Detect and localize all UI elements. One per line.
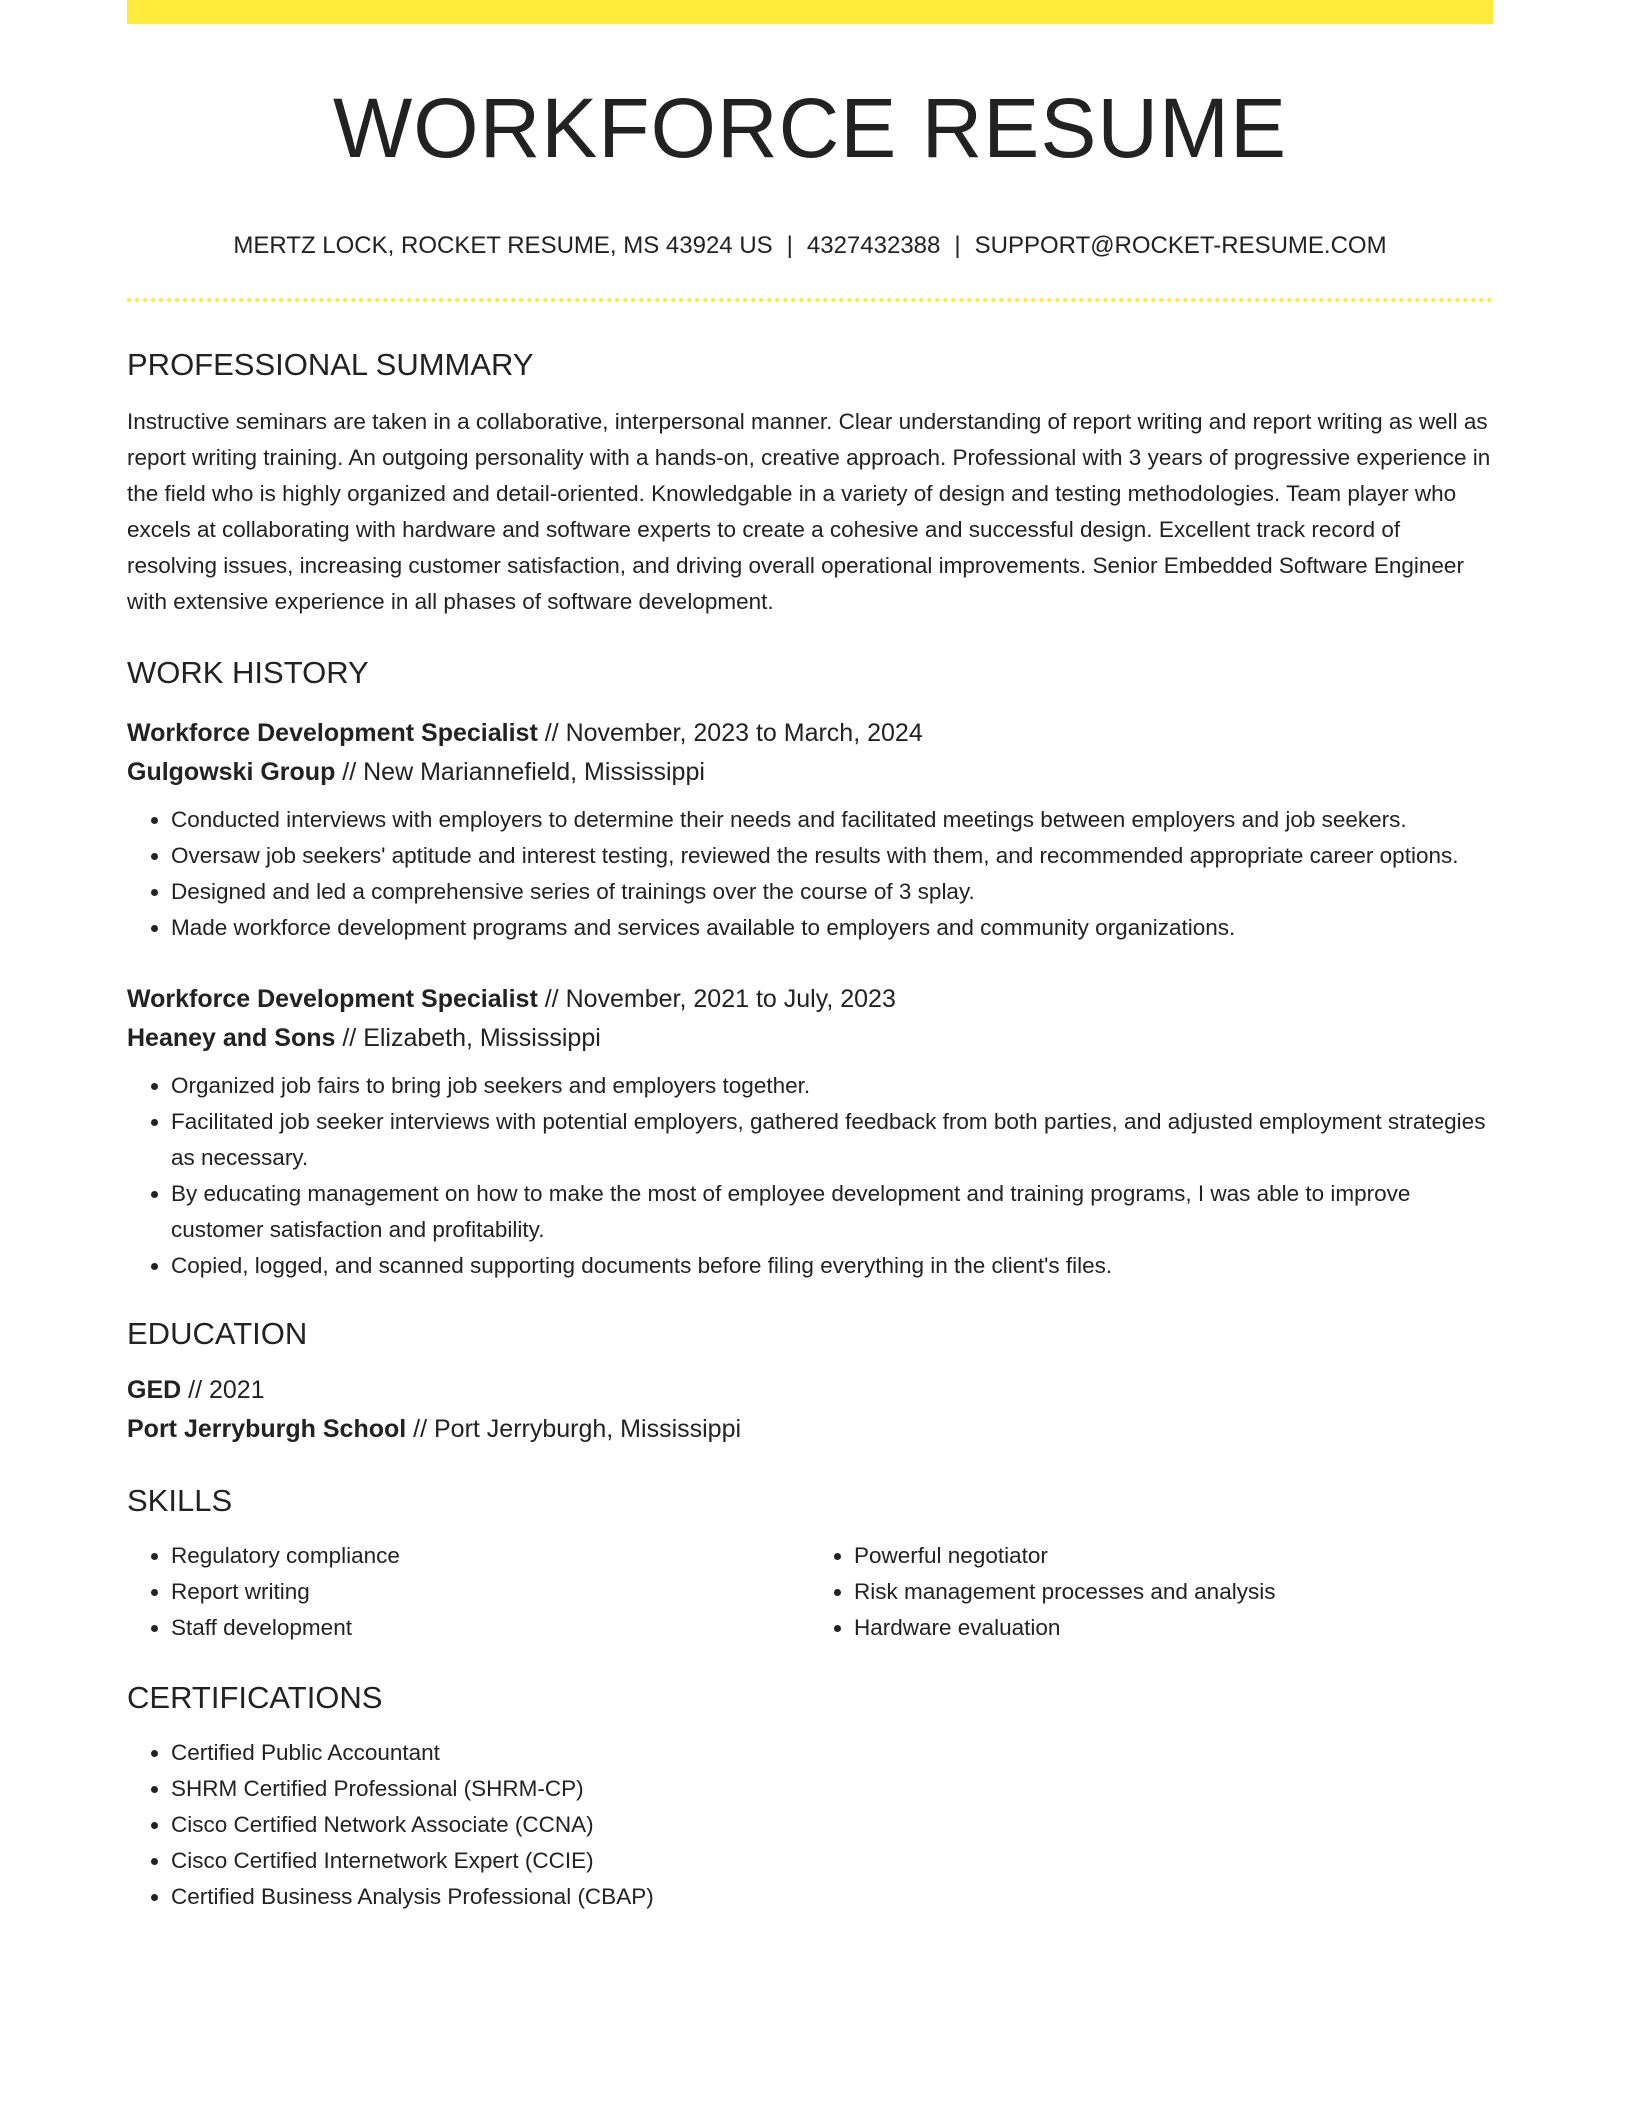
job-dates: // November, 2023 to March, 2024 — [537, 719, 923, 747]
job-company: Gulgowski Group — [127, 758, 336, 786]
list-item: • Certified Business Analysis Professional (CBAP) — [171, 1879, 1493, 1915]
list-item: • Cisco Certified Internetwork Expert (CCIE) — [171, 1843, 1493, 1879]
contact-separator: | — [786, 232, 793, 259]
skills-left-column — [127, 1538, 810, 1646]
education-degree: GED — [127, 1376, 182, 1404]
job-company: Heaney and Sons — [127, 1024, 336, 1052]
list-item: • Regulatory compliance — [171, 1538, 810, 1574]
education-degree-line — [127, 1371, 1493, 1410]
email: SUPPORT@ROCKET-RESUME.COM — [974, 232, 1387, 259]
skills-heading: SKILLS — [127, 1483, 233, 1518]
job-entry — [127, 980, 1493, 1284]
list-item: • Designed and led a comprehensive series of trainings over the course of 3 splay. — [171, 874, 1493, 910]
education-year: // 2021 — [181, 1376, 265, 1404]
list-item: • SHRM Certified Professional (SHRM-CP) — [171, 1771, 1493, 1807]
list-item: • Report writing — [171, 1574, 810, 1610]
job-entry — [127, 714, 1493, 946]
job-title-line — [127, 980, 1493, 1019]
skills-grid — [127, 1538, 1493, 1646]
skills-right-column — [810, 1538, 1493, 1646]
job-company-line — [127, 1019, 1493, 1058]
education-location: // Port Jerryburgh, Mississippi — [406, 1415, 742, 1443]
list-item: • Conducted interviews with employers to determine their needs and facilitated meetings between employers and job seekers. — [171, 802, 1493, 838]
list-item: • Made workforce development programs and services available to employers and community organizations. — [171, 910, 1493, 946]
job-position: Workforce Development Specialist — [127, 985, 538, 1013]
work-history-heading: WORK HISTORY — [127, 655, 369, 690]
list-item: • Organized job fairs to bring job seekers and employers together. — [171, 1068, 1493, 1104]
job-bullets — [127, 802, 1493, 946]
contact-separator: | — [954, 232, 961, 259]
phone: 4327432388 — [806, 232, 941, 259]
education-school-line — [127, 1410, 1493, 1449]
education-school: Port Jerryburgh School — [127, 1415, 407, 1443]
contact-line — [127, 234, 1493, 258]
list-item: • Cisco Certified Network Associate (CCNA) — [171, 1807, 1493, 1843]
list-item: • Certified Public Accountant — [171, 1735, 1493, 1771]
list-item: • Oversaw job seekers' aptitude and interest testing, reviewed the results with them, and recommended appropriate career options. — [171, 838, 1493, 874]
education-entry — [127, 1371, 1493, 1449]
job-title-line — [127, 714, 1493, 753]
list-item: • By educating management on how to make the most of employee development and training programs, I was able to improve customer satisfaction and profitability. — [171, 1176, 1493, 1248]
dotted-divider — [127, 298, 1493, 302]
certifications-list — [127, 1735, 1493, 1915]
list-item: • Copied, logged, and scanned supporting documents before filing everything in the client's files. — [171, 1248, 1493, 1284]
list-item: • Hardware evaluation — [854, 1610, 1493, 1646]
job-location: // Elizabeth, Mississippi — [335, 1024, 601, 1052]
summary-text: Instructive seminars are taken in a collaborative, interpersonal manner. Clear understanding of report writing and report writing as well as report writing training. An outgoing personality with a hands-on, creative approach. Professional with 3 years of progressive experience in the field who is highly organized and detail-oriented. Knowledgable in a variety of design and testing methodologies. Team player who excels at collaborating with hardware and software experts to create a cohesive and successful design. Excellent track record of resolving issues, increasing customer satisfaction, and driving overall operational improvements. Senior Embedded Software Engineer with extensive experience in all phases of software development. — [127, 409, 1491, 614]
resume-page — [127, 0, 1493, 1915]
resume-title: WORKFORCE RESUME — [332, 81, 1288, 175]
job-company-line — [127, 753, 1493, 792]
summary-heading: PROFESSIONAL SUMMARY — [127, 347, 534, 382]
accent-bar — [127, 0, 1493, 24]
job-bullets — [127, 1068, 1493, 1284]
address: MERTZ LOCK, ROCKET RESUME, MS 43924 US — [233, 232, 773, 259]
list-item: • Risk management processes and analysis — [854, 1574, 1493, 1610]
list-item: • Staff development — [171, 1610, 810, 1646]
education-heading: EDUCATION — [127, 1316, 308, 1351]
job-position: Workforce Development Specialist — [127, 719, 538, 747]
job-dates: // November, 2021 to July, 2023 — [537, 985, 896, 1013]
certifications-heading: CERTIFICATIONS — [127, 1680, 383, 1715]
job-location: // New Mariannefield, Mississippi — [335, 758, 705, 786]
list-item: • Powerful negotiator — [854, 1538, 1493, 1574]
list-item: • Facilitated job seeker interviews with potential employers, gathered feedback from both parties, and adjusted employment strategies as necessary. — [171, 1104, 1493, 1176]
